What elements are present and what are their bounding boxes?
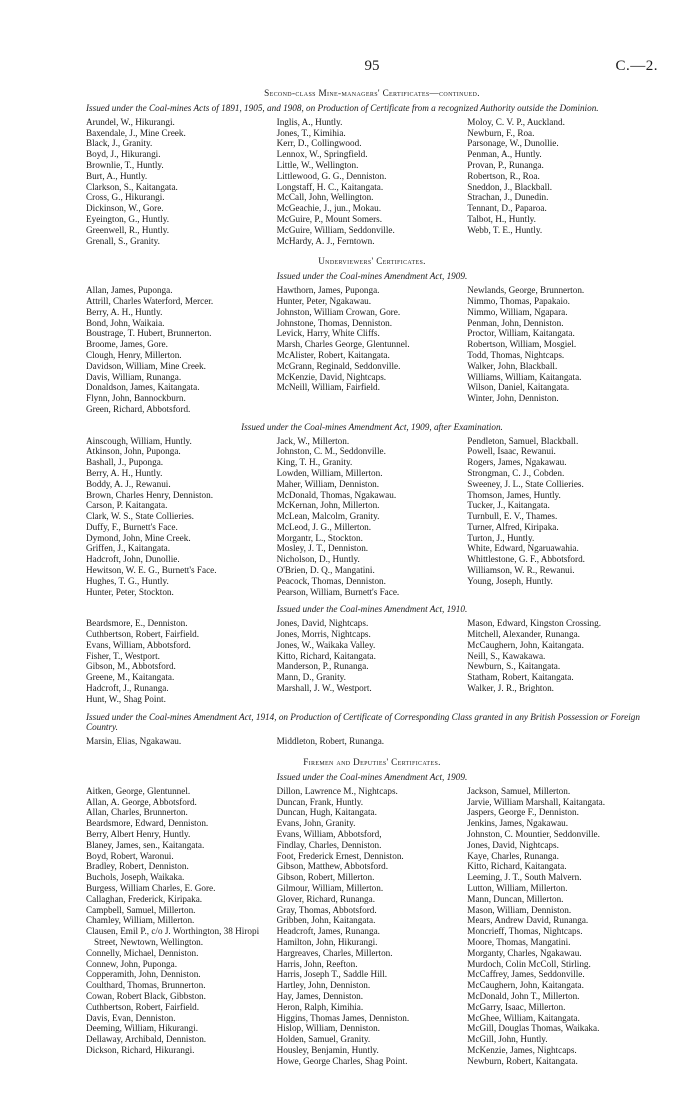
list-item: McKenzie, David, Nightcaps. (276, 371, 387, 382)
page-number: 95 (364, 58, 380, 74)
list-item: Littlewood, G. G., Denniston. (276, 170, 387, 181)
list-item: Davis, Evan, Denniston. (86, 1012, 176, 1023)
list-item: Brownlie, T., Huntly. (86, 159, 164, 170)
list-item: Mason, William, Denniston. (467, 904, 572, 915)
list-item: Howe, George Charles, Shag Point. (276, 1055, 408, 1066)
list-item: Strongman, C. J., Cobden. (467, 467, 565, 478)
list-item: Cuthbertson, Robert, Fairfield. (86, 629, 200, 640)
list-item: Cross, G., Hikurangi. (86, 192, 165, 203)
list-item: Walker, J. R., Brighton. (467, 683, 554, 694)
name-column (277, 786, 468, 1067)
list-item: Young, Joseph, Huntly. (467, 575, 553, 586)
list-item: Allan, A. George, Abbotsford. (86, 796, 197, 807)
name-column (467, 285, 658, 415)
list-item: Fisher, T., Westport. (86, 650, 160, 661)
list-item: Connelly, Michael, Denniston. (86, 947, 199, 958)
list-item: Baxendale, J., Mine Creek. (86, 127, 186, 138)
list-item: Proctor, William, Kaitangata. (467, 328, 575, 339)
list-item: Callaghan, Frederick, Kiripaka. (86, 893, 203, 904)
list-item: Johnston, C. Mountier, Seddonville. (467, 829, 600, 840)
list-item: Gibson, Robert, Millerton. (276, 872, 375, 883)
list-item: Jaspers, George F., Denniston. (467, 807, 579, 818)
list-item: Clarkson, S., Kaitangata. (86, 181, 178, 192)
list-item: McGhee, William, Kaitangata. (467, 1012, 580, 1023)
section-title: Firemen and Deputies' Certificates. (303, 757, 441, 768)
list-item: Hewitson, W. E. G., Burnett's Face. (86, 565, 217, 576)
name-columns (86, 436, 658, 598)
list-item: Mason, Edward, Kingston Crossing. (467, 618, 602, 629)
list-item: Greene, M., Kaitangata. (86, 672, 175, 683)
list-item: Gilmour, William, Millerton. (276, 883, 384, 893)
list-item: Johnston, C. M., Seddonville. (276, 446, 386, 457)
list-item: Turner, Alfred, Kiripaka. (467, 521, 559, 532)
list-item: Bradley, Robert, Denniston. (86, 861, 189, 872)
list-item: Peacock, Thomas, Denniston. (276, 575, 386, 586)
list-item: Newburn, F., Roa. (467, 127, 535, 138)
list-item: Clough, Henry, Millerton. (86, 349, 182, 360)
list-item: King, T. H., Granity. (276, 457, 353, 468)
list-item: Newlands, George, Brunnerton. (467, 285, 585, 296)
list-item: McCaughern, John, Kaitangata. (467, 639, 584, 650)
list-item: Lowden, William, Millerton. (276, 467, 383, 478)
list-item: Cuthbertson, Robert, Fairfield. (86, 1001, 200, 1012)
list-item: Eyeington, G., Huntly. (86, 213, 170, 224)
list-item: Evans, John, Granity. (276, 818, 356, 829)
name-column (467, 117, 658, 247)
list-item: Sweeney, J. L., State Collieries. (467, 478, 584, 489)
name-column (277, 736, 468, 747)
name-column (86, 285, 277, 415)
list-item: Berry, A. H., Huntly. (86, 467, 163, 478)
list-item: Evans, William, Abbotsford. (86, 639, 191, 650)
list-item: Green, Richard, Abbotsford. (86, 403, 191, 414)
list-item: Boyd, J., Hikurangi. (86, 149, 161, 160)
list-item: Marsh, Charles George, Glentunnel. (276, 339, 410, 350)
list-item: Dillon, Lawrence M., Nightcaps. (276, 785, 398, 796)
subsection-heading: Issued under the Coal-mines Amendment Act, 1909. (276, 772, 468, 783)
list-item: Pearson, William, Burnett's Face. (276, 586, 400, 597)
list-item: Nicholson, D., Huntly. (276, 554, 360, 565)
list-item: Gibson, M., Abbotsford. (86, 661, 176, 672)
list-item: Mosley, J. T., Denniston. (276, 543, 369, 554)
list-item: Robertson, R., Roa. (467, 170, 540, 181)
list-item: Turton, J., Huntly. (467, 532, 535, 543)
list-item: White, Edward, Ngaruawahia. (467, 543, 579, 554)
list-item: Hunt, W., Shag Point. (86, 693, 166, 704)
list-item: Sneddon, J., Blackball. (467, 181, 553, 192)
list-item: Jenkins, James, Ngakawau. (467, 818, 569, 829)
list-item: McKenzie, James, Nightcaps. (467, 1044, 577, 1055)
list-item: Broome, James, Gore. (86, 339, 168, 350)
list-item: Deeming, William, Hikurangi. (86, 1023, 198, 1034)
name-columns (86, 117, 658, 247)
list-item: Rogers, James, Ngakawau. (467, 457, 567, 468)
list-item: Lutton, William, Millerton. (467, 883, 568, 893)
list-item: Hadcroft, J., Runanga. (86, 683, 169, 694)
list-item: Boddy, A. J., Rewanui. (86, 478, 171, 489)
name-column (277, 618, 468, 704)
list-item: Gibson, Matthew, Abbotsford. (276, 861, 389, 872)
list-item: Hadcroft, John, Dunollie. (86, 554, 180, 565)
list-item: Jones, David, Nightcaps. (276, 618, 369, 629)
list-item: Winter, John, Denniston. (467, 393, 559, 404)
list-item: Coulthard, Thomas, Brunnerton. (86, 980, 206, 991)
list-item: Mann, D., Granity. (276, 672, 346, 683)
list-item: Boyd, Robert, Waronui. (86, 850, 174, 861)
list-item: Mitchell, Alexander, Runanga. (467, 629, 580, 640)
list-item: Moore, Thomas, Mangatini. (467, 936, 571, 947)
list-item: Johnston, William Crowan, Gore. (276, 306, 401, 317)
subsection-heading: Issued under the Coal-mines Amendment Act, 1909. (276, 271, 468, 282)
document-code: C.—2. (615, 58, 658, 74)
list-item: Wilson, Daniel, Kaitangata. (467, 382, 570, 393)
list-item: Duffy, F., Burnett's Face. (86, 521, 178, 532)
list-item: Levick, Harry, White Cliffs. (276, 328, 380, 339)
list-item: Allan, James, Puponga. (86, 285, 173, 296)
list-item: Manderson, P., Runanga. (276, 661, 369, 672)
list-item: Housley, Benjamin, Huntly. (276, 1044, 379, 1055)
list-item: Williams, William, Kaitangata. (467, 371, 582, 382)
list-item: Hamilton, John, Hikurangi. (276, 936, 378, 947)
list-item: McAlister, Robert, Kaitangata. (276, 349, 390, 360)
list-item: Tucker, J., Kaitangata. (467, 500, 550, 511)
list-item: Dymond, John, Mine Creek. (86, 532, 191, 543)
list-item: Beardsmore, E., Denniston. (86, 618, 188, 629)
list-item: Hughes, T. G., Huntly. (86, 575, 169, 586)
list-item: Black, J., Granity. (86, 138, 153, 149)
list-item: Penman, John, Denniston. (467, 317, 564, 328)
list-item: Clausen, Emil P., c/o J. Worthington, 38 Hiropi Street, Newtown, Wellington. (86, 926, 260, 947)
list-item: Donaldson, James, Kaitangata. (86, 382, 200, 393)
list-item: Campbell, Samuel, Millerton. (86, 904, 196, 915)
name-columns (86, 618, 658, 704)
list-item: Connew, John, Puponga. (86, 958, 178, 969)
list-item: Bond, John, Waikaia. (86, 317, 165, 328)
list-item: Duncan, Frank, Huntly. (276, 796, 364, 807)
name-column (467, 436, 658, 598)
list-item: Middleton, Robert, Runanga. (276, 736, 385, 747)
list-item: Dickson, Richard, Hikurangi. (86, 1044, 195, 1055)
list-item: Nimmo, Thomas, Papakaio. (467, 295, 570, 306)
list-item: Hargreaves, Charles, Millerton. (276, 947, 393, 958)
list-item: Brown, Charles Henry, Denniston. (86, 489, 213, 500)
section-title: Second-class Mine-managers' Certificates—continued. (264, 88, 480, 98)
list-item: McGuire, P., Mount Somers. (276, 213, 383, 224)
list-item: Jones, David, Nightcaps. (467, 839, 559, 850)
list-item: Todd, Thomas, Nightcaps. (467, 349, 565, 360)
list-item: Kerr, D., Collingwood. (276, 138, 362, 149)
list-item: Clark, W. S., State Collieries. (86, 511, 194, 522)
list-item: Glover, Richard, Runanga. (276, 893, 376, 904)
list-item: Hunter, Peter, Stockton. (86, 586, 174, 597)
list-item: Penman, A., Huntly. (467, 149, 542, 160)
list-item: Griffen, J., Kaitangata. (86, 543, 171, 554)
name-column (86, 786, 277, 1067)
list-item: Aitken, George, Glentunnel. (86, 785, 191, 796)
list-item: McGrann, Reginald, Seddonville. (276, 360, 401, 371)
list-item: Chamley, William, Millerton. (86, 915, 195, 926)
list-item: Cowan, Robert Black, Gibbston. (86, 990, 206, 1001)
list-item: McGarry, Isaac, Millerton. (467, 1001, 566, 1012)
list-item: Thomson, James, Huntly. (467, 489, 561, 500)
list-item: Holden, Samuel, Granity. (276, 1034, 371, 1045)
list-item: Mears, Andrew David, Runanga. (467, 915, 589, 926)
list-item: McCall, John, Wellington. (276, 192, 374, 203)
list-item: Berry, Albert Henry, Huntly. (86, 829, 191, 840)
list-item: Blaney, James, sen., Kaitangata. (86, 839, 205, 850)
list-item: Moncrieff, Thomas, Nightcaps. (467, 926, 583, 937)
list-item: Parsonage, W., Dunollie. (467, 138, 559, 149)
name-column (86, 436, 277, 598)
list-item: Nimmo, William, Ngapara. (467, 306, 568, 317)
list-item: Kitto, Richard, Kaitangata. (276, 650, 376, 661)
list-item: Kaye, Charles, Runanga. (467, 850, 559, 861)
name-column (277, 117, 468, 247)
list-item: Allan, Charles, Brunnerton. (86, 807, 188, 818)
list-item: Morgantr, L., Stockton. (276, 532, 363, 543)
list-item: Davis, William, Runanga. (86, 371, 182, 382)
list-item: Jack, W., Millerton. (276, 435, 350, 446)
subsection-heading: Issued under the Coal-mines Acts of 1891, 1905, and 1908, on Production of Certificate from a recognized Authority outside the Dominion. (86, 103, 599, 113)
name-column (277, 436, 468, 598)
list-item: Bashall, J., Puponga. (86, 457, 164, 468)
list-item: Longstaff, H. C., Kaitangata. (276, 181, 384, 192)
list-item: Jones, Morris, Nightcaps. (276, 629, 371, 640)
subsection-heading: Issued under the Coal-mines Amendment Act, 1909, after Examination. (241, 421, 503, 432)
name-column (467, 618, 658, 704)
list-item: Walker, John, Blackball. (467, 360, 558, 371)
list-item: Maher, William, Denniston. (276, 478, 380, 489)
list-item: Strachan, J., Dunedin. (467, 192, 549, 203)
name-columns (86, 786, 658, 1067)
list-item: Webb, T. E., Huntly. (467, 224, 543, 235)
list-item: Whittlestone, G. F., Abbotsford. (467, 554, 585, 565)
list-item: McDonald, Thomas, Ngakawau. (276, 489, 397, 500)
name-column (86, 736, 277, 747)
list-item: Dickinson, W., Gore. (86, 203, 164, 214)
list-item: Marshall, J. W., Westport. (276, 683, 372, 694)
name-columns (86, 285, 658, 415)
subsection-heading: Issued under the Coal-mines Amendment Act, 1910. (276, 604, 468, 615)
list-item: Tennant, D., Paparoa. (467, 203, 547, 214)
list-item: Provan, P., Runanga. (467, 159, 544, 170)
list-item: McNeill, William, Fairfield. (276, 382, 380, 393)
list-item: Hartley, John, Denniston. (276, 980, 371, 991)
list-item: Morganty, Charles, Ngakawau. (467, 947, 582, 958)
list-item: O'Brien, D. Q., Mangatini. (276, 565, 375, 576)
list-item: McHardy, A. J., Ferntown. (276, 235, 375, 246)
list-item: McLeod, J. G., Millerton. (276, 521, 372, 532)
list-item: Hawthorn, James, Puponga. (276, 285, 380, 296)
list-item: McGeachie, J., jun., Mokau. (276, 203, 381, 214)
list-item: Findlay, Charles, Denniston. (276, 839, 382, 850)
section-title: Underviewers' Certificates. (318, 256, 426, 267)
name-columns (86, 736, 658, 747)
list-item: Foot, Frederick Ernest, Denniston. (276, 850, 404, 861)
list-item: McLean, Malcolm, Granity. (276, 511, 380, 522)
name-column (467, 736, 658, 747)
list-item: Duncan, Hugh, Kaitangata. (276, 807, 377, 818)
list-item: Grenall, S., Granity. (86, 235, 160, 246)
list-item: Berry, A. H., Huntly. (86, 306, 163, 317)
list-item: Newburn, Robert, Kaitangata. (467, 1055, 578, 1066)
list-item: Murdoch, Colin McColl, Stirling. (467, 958, 591, 969)
list-item: Pendleton, Samuel, Blackball. (467, 435, 579, 446)
list-item: Jones, W., Waikaka Valley. (276, 639, 376, 650)
list-item: Hay, James, Denniston. (276, 990, 364, 1001)
list-item: Harris, Joseph T., Saddle Hill. (276, 969, 388, 980)
list-item: Heron, Ralph, Kimihia. (276, 1001, 364, 1012)
list-item: Higgins, Thomas James, Denniston. (276, 1012, 410, 1023)
list-item: Leeming, J. T., South Malvern. (467, 872, 582, 883)
list-item: McCaffrey, James, Seddonville. (467, 969, 585, 980)
list-item: Statham, Robert, Kaitangata. (467, 672, 574, 683)
list-item: Williamson, W. R., Rewanui. (467, 565, 575, 576)
list-item: Harris, John, Reefton. (276, 958, 358, 969)
document-body (86, 88, 658, 1067)
name-column (86, 618, 277, 704)
list-item: Atkinson, John, Puponga. (86, 446, 181, 457)
list-item: Ainscough, William, Huntly. (86, 435, 192, 446)
list-item: Little, W., Wellington. (276, 159, 359, 170)
list-item: McGill, Douglas Thomas, Waikaka. (467, 1023, 600, 1034)
list-item: McKernan, John, Millerton. (276, 500, 380, 511)
list-item: Boustrage, T. Hubert, Brunnerton. (86, 328, 212, 339)
list-item: Carson, P. Kaitangata. (86, 500, 168, 511)
list-item: Powell, Isaac, Rewanui. (467, 446, 556, 457)
list-item: Dellaway, Archibald, Denniston. (86, 1034, 207, 1045)
list-item: Flynn, John, Bannockburn. (86, 393, 186, 404)
list-item: Kitto, Richard, Kaitangata. (467, 861, 567, 872)
list-item: Buchols, Joseph, Waikaka. (86, 872, 185, 883)
list-item: McGill, John, Huntly. (467, 1034, 548, 1045)
list-item: Inglis, A., Huntly. (276, 116, 343, 127)
list-item: Jackson, Samuel, Millerton. (467, 785, 571, 796)
list-item: Gribben, John, Kaitangata. (276, 915, 376, 926)
list-item: Davidson, William, Mine Creek. (86, 360, 206, 371)
list-item: Robertson, William, Mosgiel. (467, 339, 577, 350)
list-item: Evans, William, Abbotsford, (276, 829, 382, 840)
list-item: Greenwell, R., Huntly. (86, 224, 170, 235)
list-item: Burt, A., Huntly. (86, 170, 148, 181)
list-item: Jarvie, William Marshall, Kaitangata. (467, 796, 606, 807)
name-column (277, 285, 468, 415)
list-item: Headcroft, James, Runanga. (276, 926, 380, 937)
list-item: Burgess, William Charles, E. Gore. (86, 883, 216, 893)
list-item: Johnstone, Thomas, Denniston. (276, 317, 393, 328)
list-item: Lennox, W., Springfield. (276, 149, 368, 160)
list-item: Arundel, W., Hikurangi. (86, 116, 175, 127)
list-item: Copperamith, John, Denniston. (86, 969, 201, 980)
list-item: Newburn, S., Kaitangata. (467, 661, 561, 672)
page-header (86, 58, 658, 82)
list-item: Turnbull, E. V., Thames. (467, 511, 558, 522)
list-item: Moloy, C. V. P., Auckland. (467, 116, 565, 127)
list-item: McDonald, John T., Millerton. (467, 990, 580, 1001)
list-item: McGuire, William, Seddonville. (276, 224, 395, 235)
list-item: Neill, S., Kawakawa. (467, 650, 546, 661)
name-column (467, 786, 658, 1067)
list-item: Marsin, Elias, Ngakawau. (86, 736, 182, 747)
list-item: Attrill, Charles Waterford, Mercer. (86, 295, 214, 306)
list-item: Gray, Thomas, Abbotsford. (276, 904, 377, 915)
list-item: Jones, T., Kimihia. (276, 127, 346, 138)
list-item: Talbot, H., Huntly. (467, 213, 536, 224)
subsection-heading: Issued under the Coal-mines Amendment Act, 1914, on Production of Certificate of Corresponding Class granted in any British Possession or Foreign Country. (86, 711, 640, 733)
list-item: Mann, Duncan, Millerton. (467, 893, 564, 904)
name-column (86, 117, 277, 247)
list-item: Beardsmore, Edward, Denniston. (86, 818, 209, 829)
list-item: Hunter, Peter, Ngakawau. (276, 295, 372, 306)
list-item: Hislop, William, Denniston. (276, 1023, 380, 1034)
list-item: McCaughern, John, Kaitangata. (467, 980, 584, 991)
